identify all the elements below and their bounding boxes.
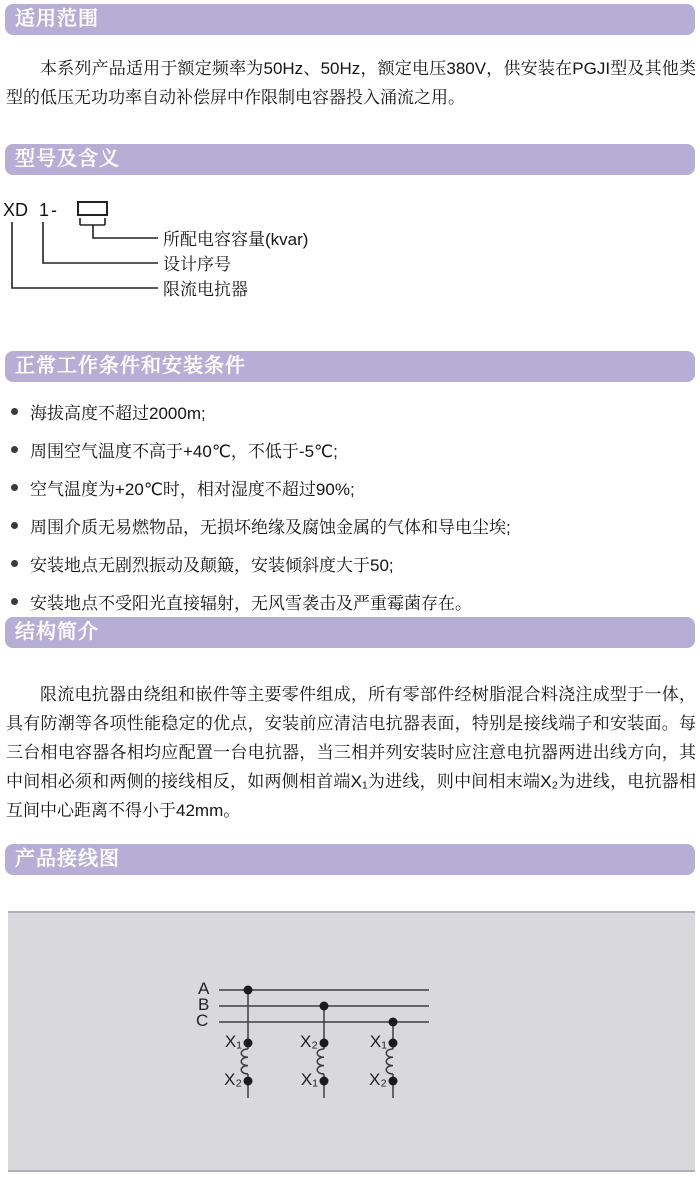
junction-dot [244, 986, 253, 995]
terminal-dot [244, 1077, 253, 1086]
model-code-prefix: XD [3, 200, 29, 220]
terminal-label: X₂ [224, 1070, 242, 1089]
structure-paragraph: 限流电抗器由绕组和嵌件等主要零件组成，所有零部件经树脂混合料浇注成型于一体，具有防潮等各项性能稳定的优点，安装前应清洁电抗器表面，特别是接线端子和安装面。每三台相电容器各相均应配置一台电抗器，当三相并列安装时应注意电抗器两进出线方向，其中间相必须和两侧的接线相反，如两侧相首端X₁为进线，则中间相末端X₂为进线，电抗器相互间中心距离不得小于42mm。 [6, 685, 696, 820]
terminal-dot [389, 1077, 398, 1086]
condition-item [8, 506, 694, 544]
condition-text: 安装地点无剧烈振动及颠簸，安装倾斜度大于50; [30, 555, 394, 575]
section-banner-wiring: 产品接线图 [5, 844, 695, 875]
section-banner-structure: 结构简介 [5, 617, 695, 648]
condition-item [8, 582, 694, 620]
scope-paragraph: 本系列产品适用于额定频率为50Hz、50Hz，额定电压380V，供安装在PGJI型及其他类型的低压无功功率自动补偿屏中作限制电容器投入涌流之用。 [6, 59, 696, 107]
condition-text: 空气温度为+20℃时，相对湿度不超过90%; [30, 479, 355, 499]
bullet-icon [11, 446, 18, 453]
bullet-icon [11, 560, 18, 567]
model-label-reactor: 限流电抗器 [163, 280, 248, 299]
condition-text: 海拔高度不超过2000m; [30, 403, 206, 423]
model-code-serial: 1 [39, 200, 50, 220]
bullet-icon [11, 408, 18, 415]
condition-text: 周围空气温度不高于+40℃，不低于-5℃; [30, 441, 338, 461]
bullet-icon [11, 598, 18, 605]
leader-reactor-line [12, 222, 158, 288]
section-banner-scope: 适用范围 [5, 4, 695, 35]
model-label-capacity: 所配电容容量(kvar) [163, 230, 309, 249]
conditions-list [8, 392, 694, 620]
terminal-dot [320, 1077, 329, 1086]
section-banner-model: 型号及含义 [5, 144, 695, 175]
bullet-icon [11, 522, 18, 529]
coil-icon [241, 1049, 248, 1074]
terminal-label: X₁ [369, 1032, 387, 1051]
terminal-dot [389, 1039, 398, 1048]
condition-item [8, 430, 694, 468]
terminal-label: X₂ [369, 1070, 387, 1089]
terminal-label: X₂ [300, 1032, 318, 1051]
condition-item [8, 544, 694, 582]
junction-dot [320, 1002, 329, 1011]
condition-text: 周围介质无易燃物品，无损坏绝缘及腐蚀金属的气体和导电尘埃; [30, 517, 511, 537]
terminal-label: X₁ [300, 1070, 318, 1089]
terminal-dot [320, 1039, 329, 1048]
junction-dot [389, 1018, 398, 1027]
bullet-icon [11, 484, 18, 491]
condition-text: 安装地点不受阳光直接辐射，无风雪袭击及严重霉菌存在。 [30, 593, 472, 613]
condition-item [8, 392, 694, 430]
model-code-dash: - [51, 200, 57, 220]
terminal-dot [244, 1039, 253, 1048]
coil-icon [386, 1049, 393, 1074]
condition-item [8, 468, 694, 506]
leader-serial-line [43, 222, 158, 263]
phase-label-b: B [198, 995, 210, 1014]
wiring-diagram-panel [8, 911, 695, 1172]
wiring-diagram-svg [8, 913, 695, 1170]
model-designation-diagram [0, 195, 430, 307]
model-capacity-box [77, 201, 108, 216]
coil-icon [317, 1049, 324, 1074]
phase-label-a: A [198, 979, 210, 998]
section-banner-conditions: 正常工作条件和安装条件 [5, 351, 695, 382]
model-label-serial: 设计序号 [163, 255, 231, 274]
leader-capacity-line [80, 218, 158, 238]
terminal-label: X₁ [224, 1032, 242, 1051]
phase-label-c: C [196, 1011, 209, 1030]
